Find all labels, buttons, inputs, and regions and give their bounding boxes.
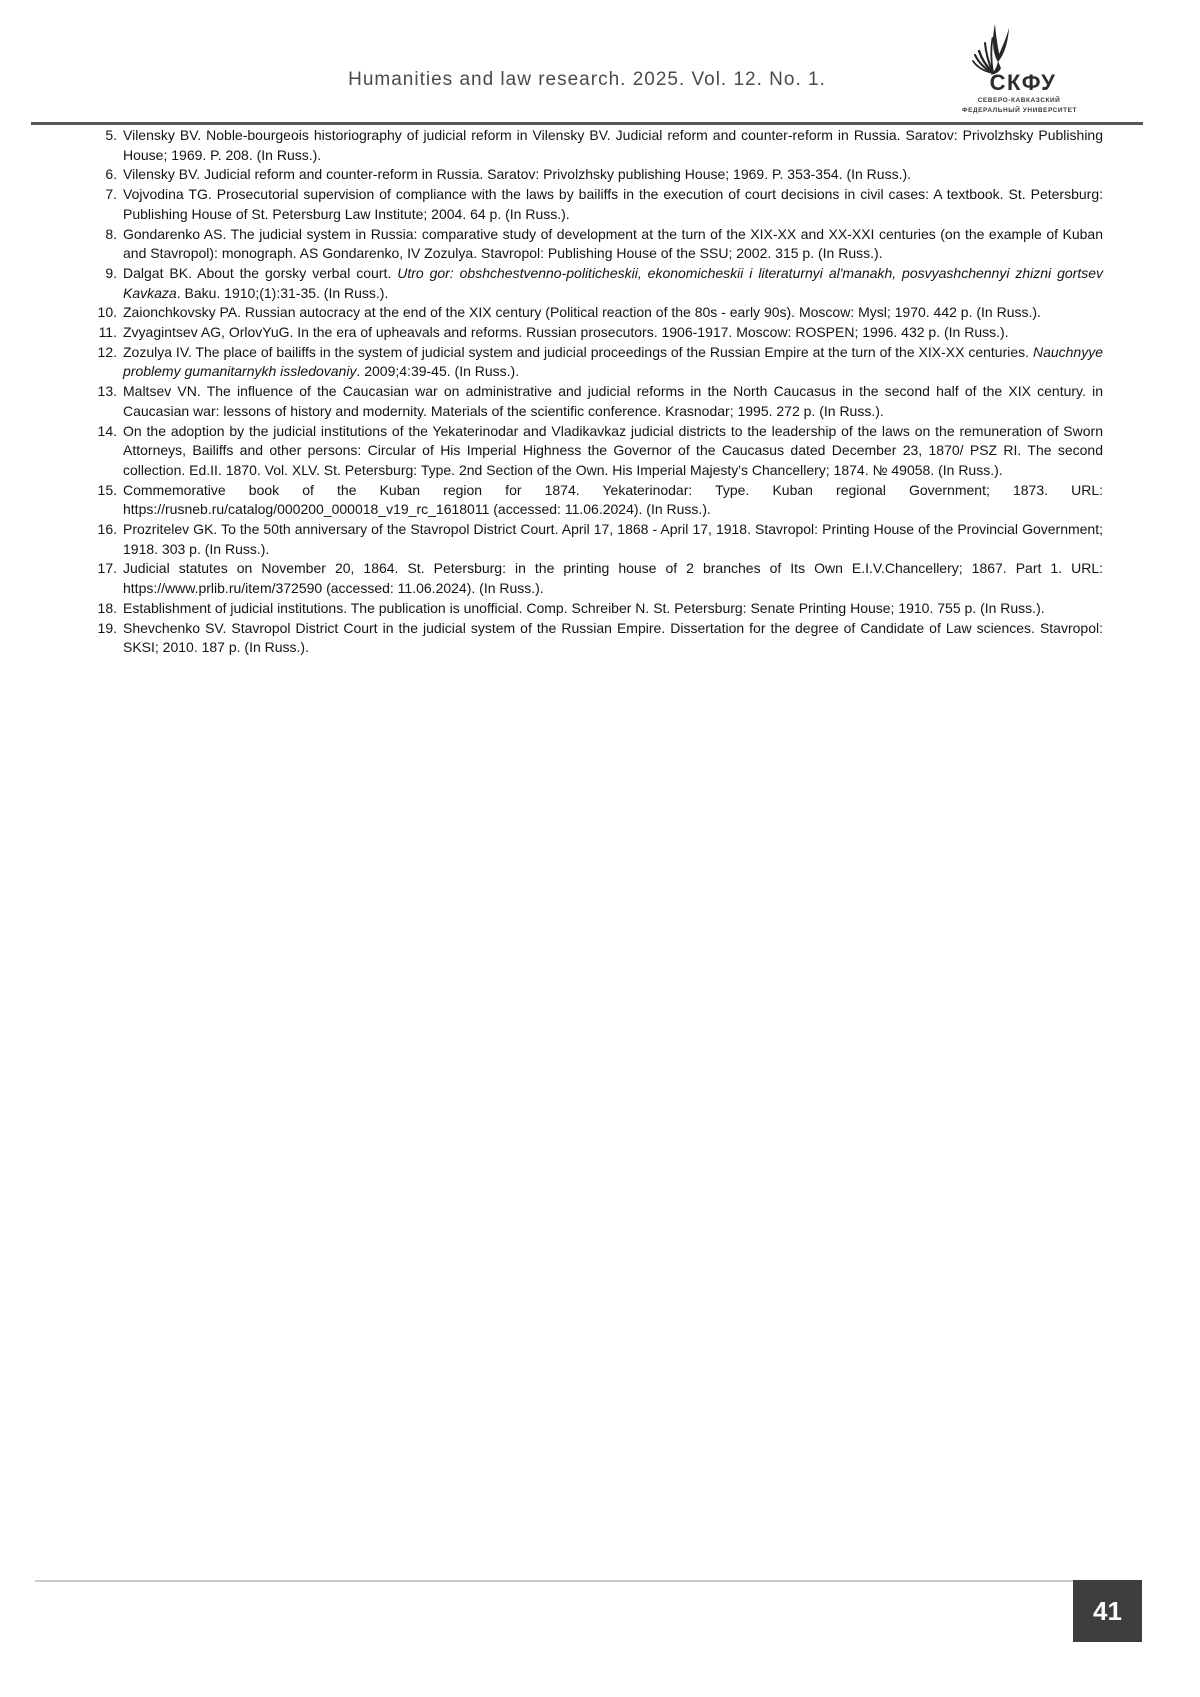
reference-text: Zozulya IV. The place of bailiffs in the system of judicial system and judicial proceedings of the Russian Empire at the turn of the XIX-XX centuries. Nauchnyye problemy gumanitarnykh issledovaniy. 2009;4:39-45. (In Russ.).	[123, 343, 1103, 380]
logo-subtitle	[960, 96, 1076, 116]
reference-text: Maltsev VN. The influence of the Caucasian war on administrative and judicial reforms in the North Caucasus in the second half of the XIX century. in Caucasian war: lessons of history and modernity. Materials of the scientific conference. Krasnodar; 1995. 272 p. (In Russ.).	[123, 383, 1103, 419]
reference-list	[94, 126, 1103, 658]
reference-number: 11.	[98, 324, 117, 341]
reference-number: 5.	[105, 127, 117, 143]
reference-text: Gondarenko AS. The judicial system in Russia: comparative study of development at the turn of the XIX-XX and XX-XXI centuries (on the example of Kuban and Stavropol): monograph. AS Gondarenko, IV Zozulya. Stavropol: Publishing House of the SSU; 2002. 315 p. (In Russ.).	[123, 225, 1103, 262]
reference-item	[94, 481, 1103, 520]
reference-number: 13.	[97, 383, 117, 400]
reference-number: 14.	[97, 422, 117, 439]
reference-item	[94, 599, 1103, 619]
reference-text: Vojvodina TG. Prosecutorial supervision of compliance with the laws by bailiffs in the execution of court decisions in civil cases: A textbook. St. Petersburg: Publishing House of St. Petersburg Law Institute; 2004. 64 p. (In Russ.).	[123, 186, 1103, 222]
reference-item	[94, 382, 1103, 421]
header-divider	[31, 122, 1143, 125]
reference-item	[94, 264, 1103, 303]
reference-number: 7.	[105, 186, 117, 203]
reference-text: Zaionchkovsky PA. Russian autocracy at the end of the XIX century (Political reaction of the 80s - early 90s). Moscow: Mysl; 1970. 442 p. (In Russ.).	[123, 304, 1041, 321]
reference-item	[94, 323, 1103, 343]
reference-number: 17.	[97, 560, 117, 577]
reference-number: 10.	[97, 304, 117, 321]
reference-item	[94, 343, 1103, 382]
reference-item	[94, 303, 1103, 323]
footer-divider	[35, 1580, 1073, 1582]
reference-text: Prozritelev GK. To the 50th anniversary of the Stavropol District Court. April 17, 1868 - April 17, 1918. Stavropol: Printing House of the Provincial Government; 1918. 303 p. (In Russ.).	[123, 521, 1103, 557]
reference-text: Judicial statutes on November 20, 1864. St. Petersburg: in the printing house of 2 branches of Its Own E.I.V.Chancellery; 1867. Part 1. URL: https://www.prlib.ru/item/372590 (accessed: 11.06.2024). (In Russ.).	[123, 560, 1103, 597]
reference-item	[94, 559, 1103, 598]
journal-title: Humanities and law research. 2025. Vol. 12. No. 1.	[348, 69, 826, 90]
reference-number: 19.	[97, 619, 117, 636]
reference-text: Shevchenko SV. Stavropol District Court in the judicial system of the Russian Empire. Dissertation for the degree of Candidate of Law sciences. Stavropol: SKSI; 2010. 187 p. (In Russ.).	[123, 619, 1103, 656]
reference-item	[94, 422, 1103, 481]
reference-number: 6.	[105, 166, 117, 183]
page-number-badge	[1073, 1580, 1142, 1642]
reference-text: Zvyagintsev AG, OrlovYuG. In the era of upheavals and reforms. Russian prosecutors. 1906-1917. Moscow: ROSPEN; 1996. 432 p. (In Russ.).	[123, 324, 1009, 341]
reference-text: Establishment of judicial institutions. The publication is unofficial. Comp. Schreiber N. St. Petersburg: Senate Printing House; 1910. 755 p. (In Russ.).	[123, 599, 1045, 616]
reference-item	[94, 165, 1103, 185]
reference-text: Vilensky BV. Noble-bourgeois historiography of judicial reform in Vilensky BV. Judicial reform and counter-reform in Russia. Saratov: Privolzhsky Publishing House; 1969. P. 208. (In Russ.).	[123, 127, 1103, 163]
reference-text: Commemorative book of the Kuban region for 1874. Yekaterinodar: Type. Kuban regional Government; 1873. URL: https://rusneb.ru/catalog/000200_000018_v19_rc_1618011 (accessed: 11.06.2024). (In Russ.).	[123, 481, 1103, 518]
reference-number: 8.	[105, 225, 117, 242]
logo-acronym: СКФУ	[989, 70, 1057, 95]
reference-number: 9.	[105, 264, 117, 281]
reference-item	[94, 619, 1103, 658]
reference-number: 16.	[97, 521, 117, 538]
reference-item	[94, 225, 1103, 264]
logo-subtitle-line2: ФЕДЕРАЛЬНЫЙ УНИВЕРСИТЕТ	[962, 106, 1078, 114]
reference-item	[94, 185, 1103, 224]
reference-number: 15.	[97, 481, 117, 498]
university-logo	[960, 24, 1076, 116]
reference-item	[94, 520, 1103, 559]
reference-item	[94, 126, 1103, 165]
reference-number: 12.	[97, 343, 117, 360]
reference-number: 18.	[97, 599, 117, 616]
page-number: 41	[1093, 1595, 1122, 1626]
reference-text: On the adoption by the judicial institutions of the Yekaterinodar and Vladikavkaz judicial districts to the leadership of the laws on the remuneration of Sworn Attorneys, Bailiffs and other persons: Circular of His Imperial Highness the Governor of the Caucasus dated December 23, 1870/ PSZ RI. The second collection. Ed.II. 1870. Vol. XLV. St. Petersburg: Type. 2nd Section of the Own. His Imperial Majesty's Chancellery; 1874. № 49058. (In Russ.).	[123, 422, 1103, 478]
reference-text: Dalgat BK. About the gorsky verbal court. Utro gor: obshchestvenno-politicheskii, ekonomicheskii i literaturnyi al'manakh, posvyashchennyi zhizni gortsev Kavkaza. Baku. 1910;(1):31-35. (In Russ.).	[123, 264, 1104, 301]
logo-subtitle-line1: СЕВЕРО-КАВКАЗСКИЙ	[977, 97, 1061, 105]
reference-text: Vilensky BV. Judicial reform and counter-reform in Russia. Saratov: Privolzhsky publishing House; 1969. P. 353-354. (In Russ.).	[123, 166, 912, 183]
